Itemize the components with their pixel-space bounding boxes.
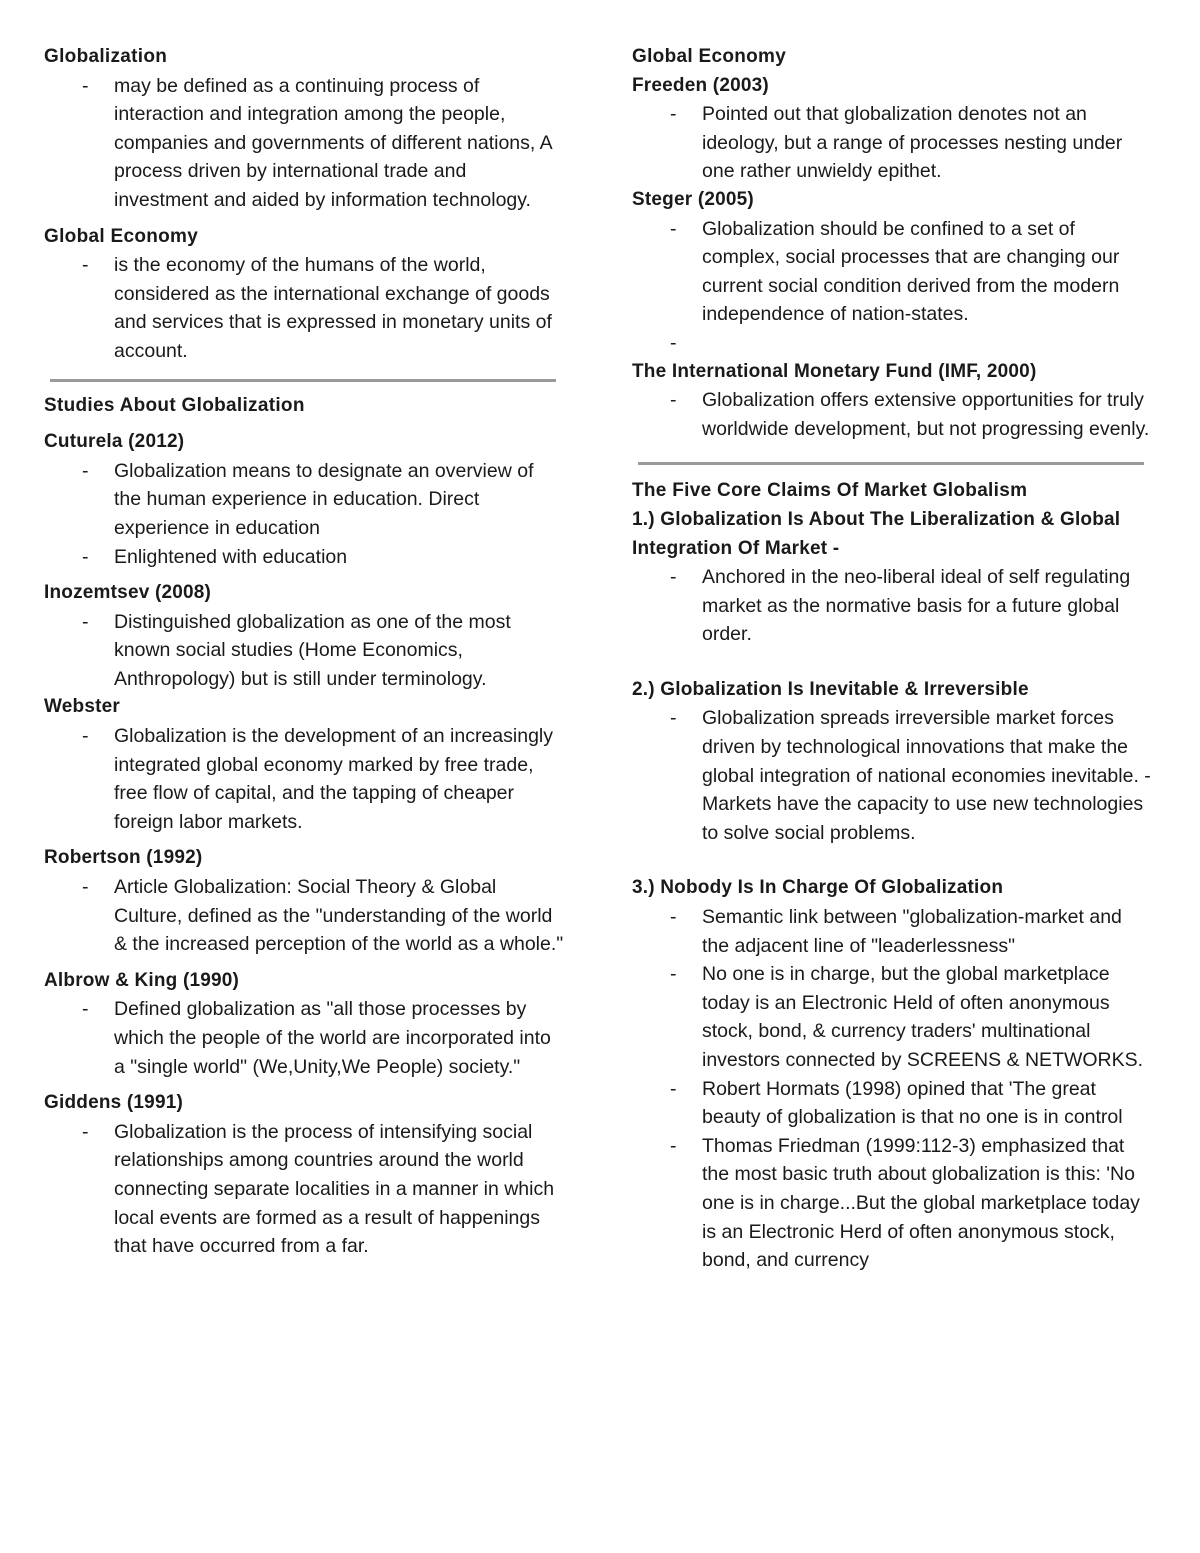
bullet-text [702, 332, 707, 354]
bullet-text: Globalization means to designate an overview of the human experience in education. Direct experience in education [114, 459, 534, 539]
list-item: - Article Globalization: Social Theory & Global Culture, defined as the "understanding of the world & the increased perception of the world as a whole." [82, 876, 564, 956]
bullet-text: Article Globalization: Social Theory & Global Culture, defined as the "understanding of the world & the increased perception of the world as a whole." [114, 876, 564, 956]
list-item: - Globalization is the development of an increasingly integrated global economy marked by free trade, free flow of capital, and the tapping of cheaper foreign labor markets. [82, 725, 554, 833]
list-item: - [632, 329, 1152, 358]
studies-heading: Studies About Globalization [44, 394, 305, 416]
claim-heading-3: 3.) Nobody Is In Charge Of Globalization [632, 877, 1004, 899]
global-economy-list [44, 251, 564, 365]
bullet-text: Robert Hormats (1998) opined that 'The great beauty of globalization is that no one is in control [702, 1077, 1123, 1129]
list-item: - is the economy of the humans of the world, considered as the international exchange of goods and services that is expressed in monetary units of account. [82, 254, 552, 362]
claim-heading-2: 2.) Globalization Is Inevitable & Irreversible [632, 678, 1029, 700]
bullet-text: Anchored in the neo-liberal ideal of self regulating market as the normative basis for a future global order. [702, 566, 1131, 646]
bullet-text: No one is in charge, but the global marketplace today is an Electronic Held of often anonymous stock, bond, & currency traders' multinational investors connected by SCREENS & NETWORKS. [702, 963, 1144, 1071]
author-heading-freeden: Freeden (2003) [632, 74, 769, 96]
bullet-text: Globalization spreads irreversible market forces driven by technological innovations that make the global integration of national economies inevitable. -Markets have the capacity to use new technologies to solve social problems. [702, 707, 1151, 844]
author-heading-imf: The International Monetary Fund (IMF, 2000) [632, 360, 1037, 382]
claim3-list [632, 903, 1152, 1275]
steger-list [632, 215, 1152, 358]
bullet-text: Globalization is the process of intensifying social relationships among countries around the world connecting separate localities in a manner in which local events are formed as a result of happenings that have occurred from a far. [114, 1120, 555, 1258]
left-column [44, 43, 564, 1261]
bullet-text: Enlightened with education [114, 545, 348, 568]
list-item: - Robert Hormats (1998) opined that 'The great beauty of globalization is that no one is in control [670, 1077, 1123, 1129]
globalization-heading: Globalization [44, 46, 168, 67]
section-divider [50, 379, 556, 382]
list-item: - Semantic link between "globalization-market and the adjacent line of "leaderlessness" [670, 906, 1122, 957]
list-item: - Thomas Friedman (1999:112-3) emphasized that the most basic truth about globalization is this: 'No one is in charge...But the global marketplace today is an Electronic Herd of often anonymous stock, bond, and currency [670, 1134, 1140, 1272]
five-claims-heading: The Five Core Claims Of Market Globalism [632, 480, 1028, 502]
claim-heading-1: 1.) Globalization Is About The Liberalization & Global Integration Of Market - [632, 508, 1121, 559]
author-heading-albrow-king: Albrow & King (1990) [44, 969, 240, 991]
claim2-list [632, 704, 1152, 847]
robertson-list [44, 873, 564, 959]
cuturela-list [44, 457, 564, 571]
bullet-text: is the economy of the humans of the world, considered as the international exchange of goods and services that is expressed in monetary units of account. [114, 254, 552, 362]
list-item: - Globalization is the process of intensifying social relationships among countries around the world connecting separate localities in a manner in which local events are formed as a result of happenings that have occurred from a far. [82, 1120, 555, 1258]
author-heading-cuturela: Cuturela (2012) [44, 431, 185, 453]
global-economy-heading-right: Global Economy [632, 46, 787, 67]
freeden-list [632, 100, 1152, 186]
author-heading-robertson: Robertson (1992) [44, 847, 203, 869]
list-item: - No one is in charge, but the global marketplace today is an Electronic Held of often anonymous stock, bond, & currency traders' multinational investors connected by SCREENS & NETWORKS. [670, 963, 1144, 1071]
bullet-text: Globalization offers extensive opportunities for truly worldwide development, but not progressing evenly. [702, 389, 1150, 440]
list-item: - Globalization should be confined to a set of complex, social processes that are changing our current social condition derived from the modern independence of nation-states. [670, 217, 1120, 326]
author-heading-webster: Webster [44, 696, 121, 718]
claim1-list [632, 563, 1152, 649]
right-column [632, 43, 1152, 1275]
bullet-text: may be defined as a continuing process of interaction and integration among the people, companies and governments of different nations, A process driven by international trade and investment and aided by information technology. [114, 74, 552, 211]
bullet-text: Globalization is the development of an increasingly integrated global economy marked by free trade, free flow of capital, and the tapping of cheaper foreign labor markets. [114, 725, 554, 833]
list-item: - Globalization spreads irreversible market forces driven by technological innovations that make the global integration of national economies inevitable. -Markets have the capacity to use new technologies to solve social problems. [670, 707, 1151, 844]
global-economy-heading: Global Economy [44, 225, 199, 247]
webster-list [44, 722, 564, 836]
bullet-text: Distinguished globalization as one of the most known social studies (Home Economics, Anthropology) but is still under terminology. [114, 610, 511, 690]
globalization-list [44, 72, 564, 215]
bullet-text: Thomas Friedman (1999:112-3) emphasized that the most basic truth about globalization is this: 'No one is in charge...But the global marketplace today is an Electronic Herd of often anonymous stock, bond, and currency [702, 1134, 1140, 1272]
imf-list [632, 386, 1152, 443]
bullet-text: Globalization should be confined to a set of complex, social processes that are changing our current social condition derived from the modern independence of nation-states. [702, 217, 1120, 326]
author-heading-inozemtsev: Inozemtsev (2008) [44, 582, 212, 604]
author-heading-steger: Steger (2005) [632, 188, 754, 210]
list-item: - Distinguished globalization as one of the most known social studies (Home Economics, Anthropology) but is still under terminology. [82, 610, 511, 690]
bullet-text: Defined globalization as "all those processes by which the people of the world are incorporated into a "single world" (We,Unity,We People) society." [114, 998, 551, 1078]
inozemtsev-list [44, 608, 564, 694]
list-item: - Defined globalization as "all those processes by which the people of the world are incorporated into a "single world" (We,Unity,We People) society." [82, 998, 551, 1078]
list-item: - may be defined as a continuing process of interaction and integration among the people, companies and governments of different nations, A process driven by international trade and investment and aided by information technology. [82, 74, 552, 211]
list-item: - Pointed out that globalization denotes not an ideology, but a range of processes nesting under one rather unwieldy epithet. [670, 103, 1123, 183]
bullet-text: Pointed out that globalization denotes not an ideology, but a range of processes nesting under one rather unwieldy epithet. [702, 103, 1123, 183]
list-item: - Anchored in the neo-liberal ideal of self regulating market as the normative basis for a future global order. [670, 566, 1131, 646]
list-item: - Globalization offers extensive opportunities for truly worldwide development, but not progressing evenly. [670, 389, 1150, 440]
giddens-list [44, 1118, 564, 1261]
albrow-list [44, 995, 564, 1081]
section-divider [638, 462, 1144, 465]
list-item: - Globalization means to designate an overview of the human experience in education. Direct experience in education [82, 459, 534, 539]
author-heading-giddens: Giddens (1991) [44, 1092, 184, 1114]
bullet-text: Semantic link between "globalization-market and the adjacent line of "leaderlessness" [702, 906, 1122, 957]
list-item: - Enlightened with education [82, 545, 348, 568]
